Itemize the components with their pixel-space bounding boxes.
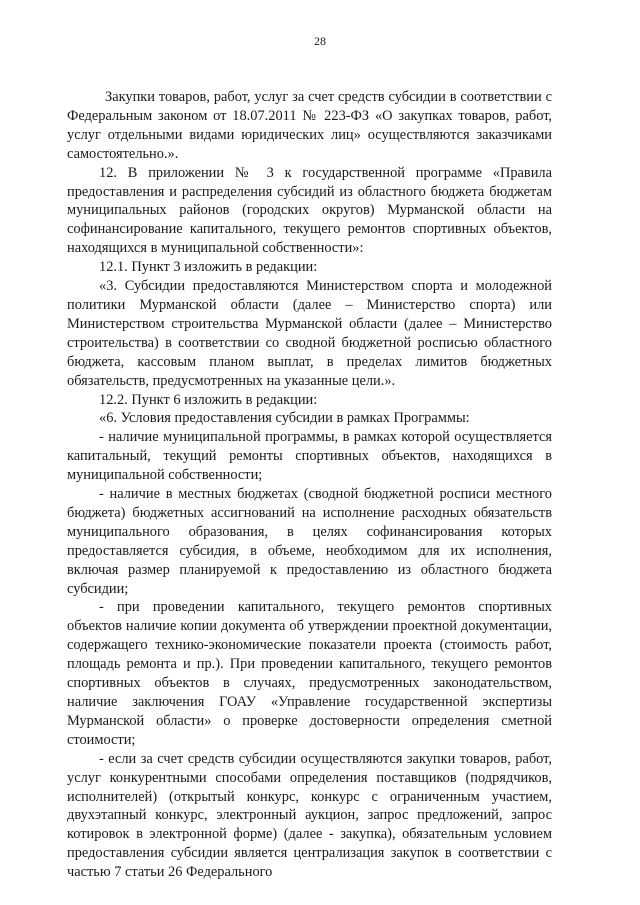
paragraph-procurement-closing: Закупки товаров, работ, услуг за счет средств субсидии в соответствии с Федеральным законом от 18.07.2011 № 223-ФЗ «О закупках товаров, работ, услуг отдельными видами юридических лиц» осуществляются заказчиками самостоятельно.». <box>67 89 552 162</box>
paragraph-item-12-2: 12.2. Пункт 6 изложить в редакции: <box>99 391 318 408</box>
paragraph-item-12-1: 12.1. Пункт 3 изложить в редакции: <box>99 259 318 276</box>
paragraph-condition-repairs: - при проведении капитального, текущего ремонтов спортивных объектов наличие копии документа об утверждении проектной документации, содержащего технико-экономические показатели проекта (стоимость работ, площадь ремонта и пр.). При проведении капитального, текущего ремонтов спортивных объектов в случаях, предусмотренных законодательством, наличие заключения ГОАУ «Управление государственной экспертизы Мурманской области» о проверке достоверности определения сметной стоимости; <box>67 599 552 748</box>
paragraph-clause-3: «3. Субсидии предоставляются Министерством спорта и молодежной политики Мурманской области (далее – Министерство спорта) или Министерством строительства Мурманской области (далее – Министерство строительства) в соответствии со сводной бюджетной росписью областного бюджета, кассовым планом выплат, в пределах лимитов бюджетных обязательств, предусмотренных на указанные цели.». <box>67 278 552 389</box>
paragraph-condition-budget: - наличие в местных бюджетах (сводной бюджетной росписи местного бюджета) бюджетных ассигнований на исполнение расходных обязательств муниципального образования, в целях софинансирования которых предоставляется субсидия, в объеме, необходимом для их исполнения, включая размер планируемой к предоставлению из областного бюджета субсидии; <box>67 486 552 597</box>
paragraph-condition-procurement: - если за счет средств субсидии осуществляются закупки товаров, работ, услуг конкурентными способами определения поставщиков (подрядчиков, исполнителей) (открытый конкурс, конкурс с ограниченным участием, двухэтапный конкурс, электронный аукцион, запрос предложений, запрос котировок в электронной форме) (далее - закупка), обязательным условием предоставления субсидии является централизация закупок в соответствии с частью 7 статьи 26 Федерального <box>67 750 552 881</box>
paragraph-condition-program: - наличие муниципальной программы, в рамках которой осуществляется капитальный, текущий ремонты спортивных объектов, находящихся в муниципальной собственности; <box>67 429 552 484</box>
document-body <box>67 88 552 882</box>
page-number: 28 <box>314 34 326 48</box>
paragraph-clause-6: «6. Условия предоставления субсидии в рамках Программы: <box>99 410 470 427</box>
paragraph-item-12: 12. В приложении № 3 к государственной программе «Правила предоставления и распределения субсидий из областного бюджета бюджетам муниципальных районов (городских округов) Мурманской области на софинансирование капитального, текущего ремонтов спортивных объектов, находящихся в муниципальной собственности»: <box>67 164 552 257</box>
